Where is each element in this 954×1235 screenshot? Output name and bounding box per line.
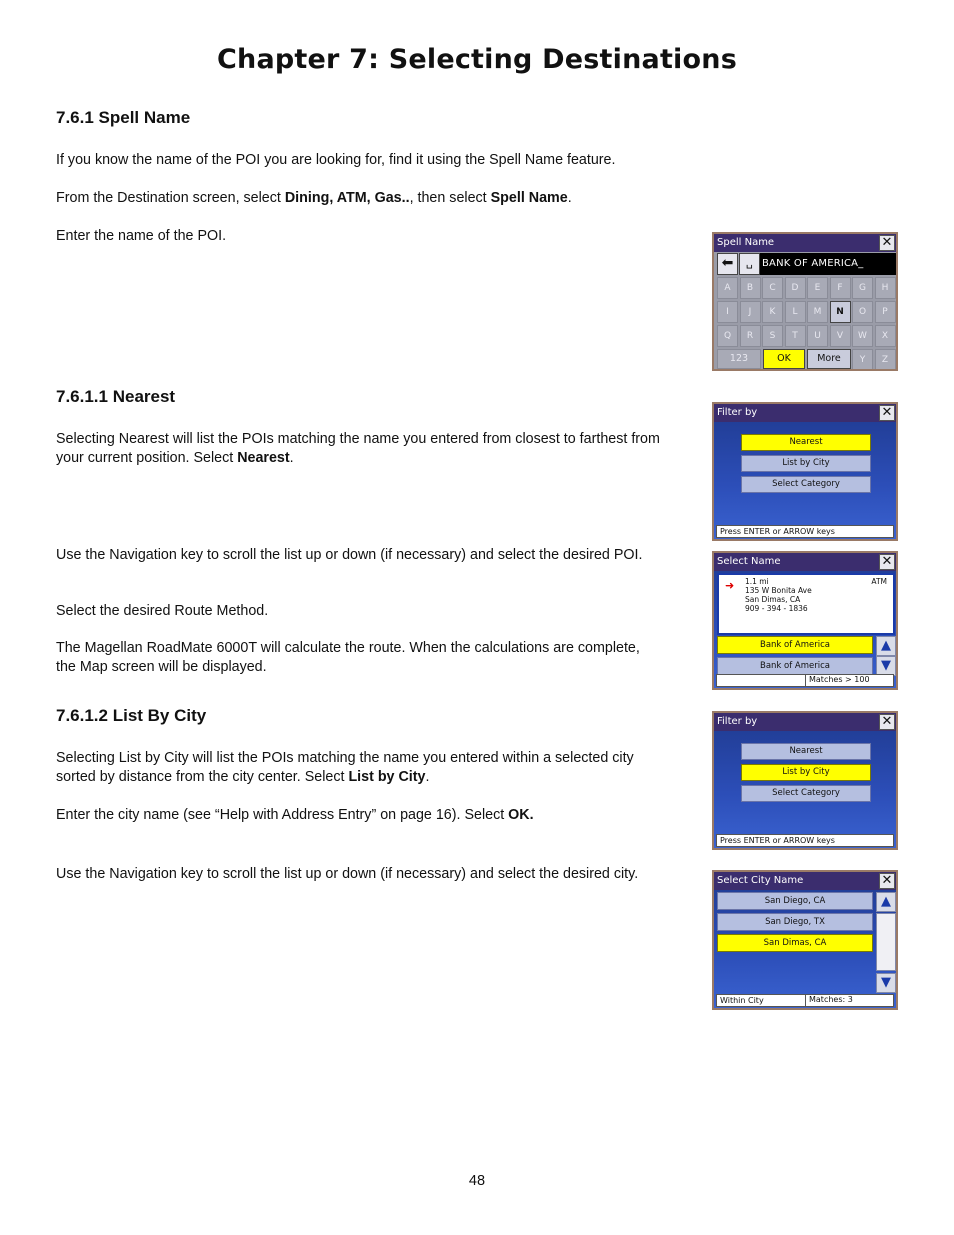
spell-name-screen	[712, 232, 898, 371]
paragraph: Enter the name of the POI.	[56, 228, 227, 244]
paragraph: From the Destination screen, select Dining, ATM, Gas.., then select Spell Name.	[56, 190, 572, 206]
key-g[interactable]: G	[852, 277, 873, 299]
city-list-item[interactable]: San Diego, CA	[717, 892, 873, 910]
key-m[interactable]: M	[807, 301, 828, 323]
status-bar	[716, 994, 894, 1007]
close-icon[interactable]: ✕	[879, 405, 895, 421]
select-category-option[interactable]: Select Category	[741, 785, 871, 802]
key-o[interactable]: O	[852, 301, 873, 323]
scroll-up-icon[interactable]: ▲	[876, 892, 896, 912]
key-e[interactable]: E	[807, 277, 828, 299]
chapter-title: Chapter 7: Selecting Destinations	[217, 44, 737, 75]
key-c[interactable]: C	[762, 277, 783, 299]
matches-count: Matches: 3	[805, 994, 853, 1007]
close-icon[interactable]: ✕	[879, 235, 895, 251]
paragraph: Select the desired Route Method.	[56, 603, 269, 619]
key-v[interactable]: V	[830, 325, 851, 347]
key-w[interactable]: W	[852, 325, 873, 347]
poi-category: ATM	[871, 577, 887, 586]
screen-title: Spell Name	[714, 234, 896, 252]
scroll-down-icon[interactable]: ▼	[876, 656, 896, 676]
poi-phone: 909 - 394 - 1836	[745, 604, 808, 613]
select-category-option[interactable]: Select Category	[741, 476, 871, 493]
paragraph: Selecting Nearest will list the POIs matching the name you entered from closest to farthest from your current position. Select Nearest.	[56, 431, 660, 466]
name-entry-field[interactable]: BANK OF AMERICA_	[760, 253, 896, 275]
poi-address: 135 W Bonita Ave	[745, 586, 812, 595]
list-by-city-option[interactable]: List by City	[741, 764, 871, 781]
list-item[interactable]: Bank of America	[717, 657, 873, 675]
screen-title: Select City Name	[714, 872, 896, 890]
section-heading-list-by-city: 7.6.1.2 List By City	[56, 706, 207, 725]
key-h[interactable]: H	[875, 277, 896, 299]
paragraph: Selecting List by City will list the POIs matching the name you entered within a selected city sorted by distance from the city center. Select List by City.	[56, 750, 634, 785]
paragraph: If you know the name of the POI you are looking for, find it using the Spell Name feature.	[56, 152, 616, 168]
key-d[interactable]: D	[785, 277, 806, 299]
scroll-track[interactable]	[876, 913, 896, 971]
space-key[interactable]: ␣	[739, 253, 760, 275]
key-i[interactable]: I	[717, 301, 738, 323]
poi-city: San Dimas, CA	[745, 595, 801, 604]
page-number: 48	[468, 1173, 486, 1189]
section-heading-spell-name: 7.6.1 Spell Name	[56, 108, 191, 127]
screen-title: Filter by	[714, 713, 896, 731]
select-name-screen	[712, 551, 898, 690]
scroll-up-icon[interactable]: ▲	[876, 636, 896, 656]
paragraph: The Magellan RoadMate 6000T will calculate the route. When the calculations are complete, the Map screen will be displayed.	[56, 640, 640, 675]
poi-detail-box	[717, 573, 895, 635]
filter-nearest-screen	[712, 402, 898, 541]
numbers-key[interactable]: 123	[717, 349, 761, 369]
list-item[interactable]: Bank of America	[717, 636, 873, 654]
close-icon[interactable]: ✕	[879, 714, 895, 730]
key-x[interactable]: X	[875, 325, 896, 347]
key-f[interactable]: F	[830, 277, 851, 299]
close-icon[interactable]: ✕	[879, 554, 895, 570]
key-u[interactable]: U	[807, 325, 828, 347]
scroll-down-icon[interactable]: ▼	[876, 973, 896, 993]
matches-count: Matches > 100	[805, 674, 870, 687]
nearest-option[interactable]: Nearest	[741, 743, 871, 760]
paragraph: Use the Navigation key to scroll the list up or down (if necessary) and select the desired city.	[56, 866, 639, 882]
key-z[interactable]: Z	[875, 349, 896, 371]
key-a[interactable]: A	[717, 277, 738, 299]
ok-button[interactable]: OK	[763, 349, 805, 369]
key-p[interactable]: P	[875, 301, 896, 323]
section-heading-nearest: 7.6.1.1 Nearest	[56, 387, 176, 406]
screen-title: Select Name	[714, 553, 896, 571]
city-list-item[interactable]: San Dimas, CA	[717, 934, 873, 952]
key-l[interactable]: L	[785, 301, 806, 323]
backspace-key[interactable]: ⬅	[717, 253, 738, 275]
poi-distance: 1.1 mi	[745, 577, 769, 586]
key-n[interactable]: N	[830, 301, 851, 323]
key-j[interactable]: J	[740, 301, 761, 323]
key-b[interactable]: B	[740, 277, 761, 299]
route-arrow-icon: ➜	[725, 579, 735, 592]
close-icon[interactable]: ✕	[879, 873, 895, 889]
city-list-item[interactable]: San Diego, TX	[717, 913, 873, 931]
key-y[interactable]: Y	[852, 349, 873, 371]
key-q[interactable]: Q	[717, 325, 738, 347]
key-s[interactable]: S	[762, 325, 783, 347]
status-bar: Press ENTER or ARROW keys	[716, 834, 894, 847]
paragraph: Use the Navigation key to scroll the list up or down (if necessary) and select the desired POI.	[56, 547, 643, 563]
more-button[interactable]: More	[807, 349, 851, 369]
list-by-city-option[interactable]: List by City	[741, 455, 871, 472]
status-bar	[716, 674, 894, 687]
filter-city-screen	[712, 711, 898, 850]
nearest-option[interactable]: Nearest	[741, 434, 871, 451]
within-city-label: Within City	[720, 996, 764, 1005]
status-bar: Press ENTER or ARROW keys	[716, 525, 894, 538]
select-city-screen	[712, 870, 898, 1010]
key-r[interactable]: R	[740, 325, 761, 347]
key-t[interactable]: T	[785, 325, 806, 347]
paragraph: Enter the city name (see “Help with Address Entry” on page 16). Select OK.	[56, 807, 534, 823]
key-k[interactable]: K	[762, 301, 783, 323]
screen-title: Filter by	[714, 404, 896, 422]
